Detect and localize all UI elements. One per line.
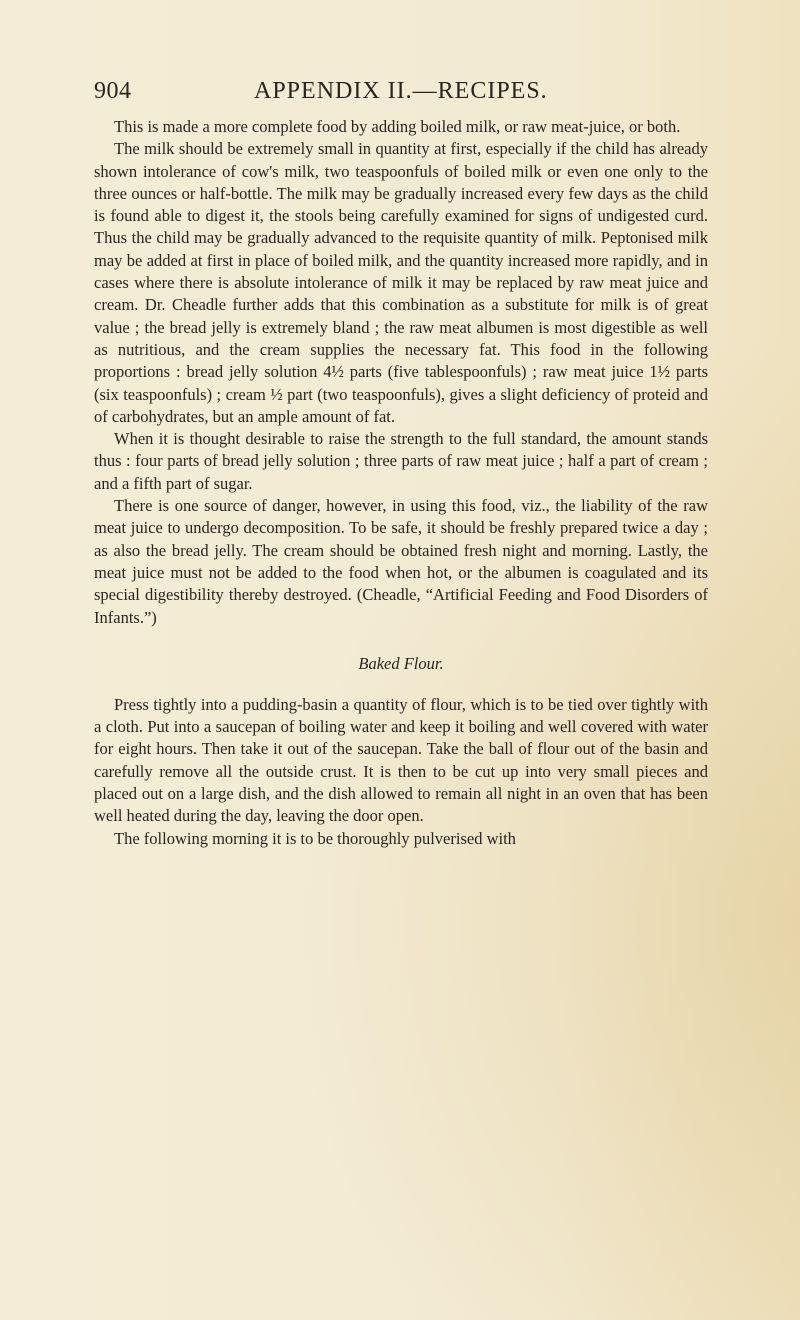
paragraph-baked-flour: Press tightly into a pudding-basin a quantity of flour, which is to be tied over tightly with a cloth. Put into a saucepan of boiling water and keep it boiling and well covered with water for eight hours. Then take it out of the saucepan. Take the ball of flour out of the basin and carefully remove all the outside crust. It is then to be cut up into very small pieces and placed out on a large dish, and the dish allowed to remain all night in an oven that has been well heated during the day, leaving the door open. bbox=[94, 694, 708, 826]
paragraph-danger: There is one source of danger, however, in using this food, viz., the liability of the raw meat juice to undergo decomposition. To be safe, it should be freshly prepared twice a day ; as also the bread jelly. The cream should be obtained fresh night and morning. Lastly, the meat juice must not be added to the food when hot, or the albumen is coagulated and its special digestibility thereby destroyed. (Cheadle, “Artificial Feeding and Food Disorders of Infants.”) bbox=[94, 496, 708, 627]
section-heading: Baked Flour. bbox=[358, 653, 444, 673]
paragraph-intro: This is made a more complete food by adding boiled milk, or raw meat-juice, or both. bbox=[114, 117, 681, 136]
paragraph-full-standard: When it is thought desirable to raise the strength to the full standard, the amount stands thus : four parts of bread jelly solution ; three parts of raw meat juice ; half a part of cream ; and a fifth part of sugar. bbox=[94, 429, 708, 493]
body-text bbox=[94, 116, 708, 850]
paragraph-following-morning: The following morning it is to be thoroughly pulverised with bbox=[114, 828, 516, 848]
running-head bbox=[94, 78, 714, 112]
paragraph-milk: The milk should be extremely small in quantity at first, especially if the child has already shown intolerance of cow's milk, two teaspoonfuls of boiled milk or even one only to the three ounces or half-bottle. The milk may be gradually increased every few days as the child is found able to digest it, the stools being carefully examined for signs of undigested curd. Thus the child may be gradually advanced to the requisite quantity of milk. Peptonised milk may be added at first in place of boiled milk, and the quantity increased more rapidly, and in cases where there is absolute intolerance of milk it may be replaced by raw meat juice and cream. Dr. Cheadle further adds that this combination as a substitute for milk is of great value ; the bread jelly is extremely bland ; the raw meat albumen is most digestible as well as nutritious, and the cream supplies the necessary fat. This food in the following proportions : bread jelly solution 4½ parts (five tablespoonfuls) ; raw meat juice 1½ parts (six teaspoonfuls) ; cream ½ part (two teaspoonfuls), gives a slight deficiency of proteid and of carbohydrates, but an ample amount of fat. bbox=[94, 139, 708, 426]
page-number: 904 bbox=[94, 78, 132, 104]
running-head-title: APPENDIX II.—RECIPES. bbox=[254, 78, 548, 104]
